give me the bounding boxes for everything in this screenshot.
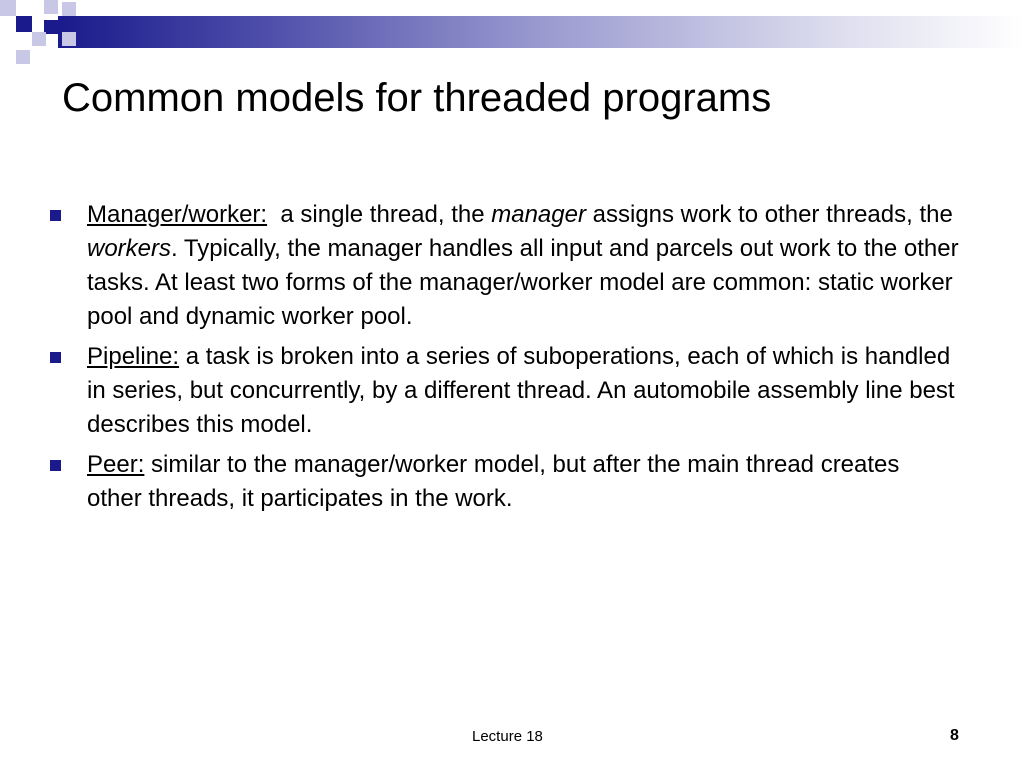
square-bullet-icon (50, 210, 61, 221)
bullet-term: Peer: (87, 451, 145, 478)
decor-square (32, 32, 46, 46)
decor-square (44, 20, 58, 34)
square-bullet-icon (50, 352, 61, 363)
bullet-term: Pipeline: (87, 343, 180, 370)
page-number: 8 (950, 727, 959, 744)
decor-square (62, 2, 76, 16)
bullet-list (50, 198, 960, 522)
bullet-text: similar to the manager/worker model, but after the main thread creates other threads, it participates in the work. (87, 451, 900, 512)
bullet-item (50, 448, 960, 516)
bullet-term: Manager/worker: (87, 201, 268, 228)
bullet-item (50, 198, 960, 334)
decor-square (16, 16, 32, 32)
decor-square (0, 0, 16, 16)
slide-title: Common models for threaded programs (62, 76, 772, 120)
bullet-emphasis: manager (491, 201, 586, 228)
bullet-text: assigns work to other threads, the (585, 201, 953, 228)
bullet-item (50, 340, 960, 442)
bullet-text: a single thread, the (267, 201, 492, 228)
bullet-text: a task is broken into a series of suboperations, each of which is handled in series, but concurrently, by a different thread. An automobile assembly line best describes this model. (87, 343, 955, 438)
bullet-text: . Typically, the manager handles all input and parcels out work to the other tasks. At least two forms of the manager/worker model are common: static worker pool and dynamic worker pool. (87, 235, 959, 330)
decor-square (62, 32, 76, 46)
decor-square (16, 50, 30, 64)
bullet-emphasis: workers (87, 235, 172, 262)
decor-square (44, 0, 58, 14)
header-gradient-bar (58, 16, 1024, 48)
square-bullet-icon (50, 460, 61, 471)
footer-text: Lecture 18 (472, 728, 543, 745)
